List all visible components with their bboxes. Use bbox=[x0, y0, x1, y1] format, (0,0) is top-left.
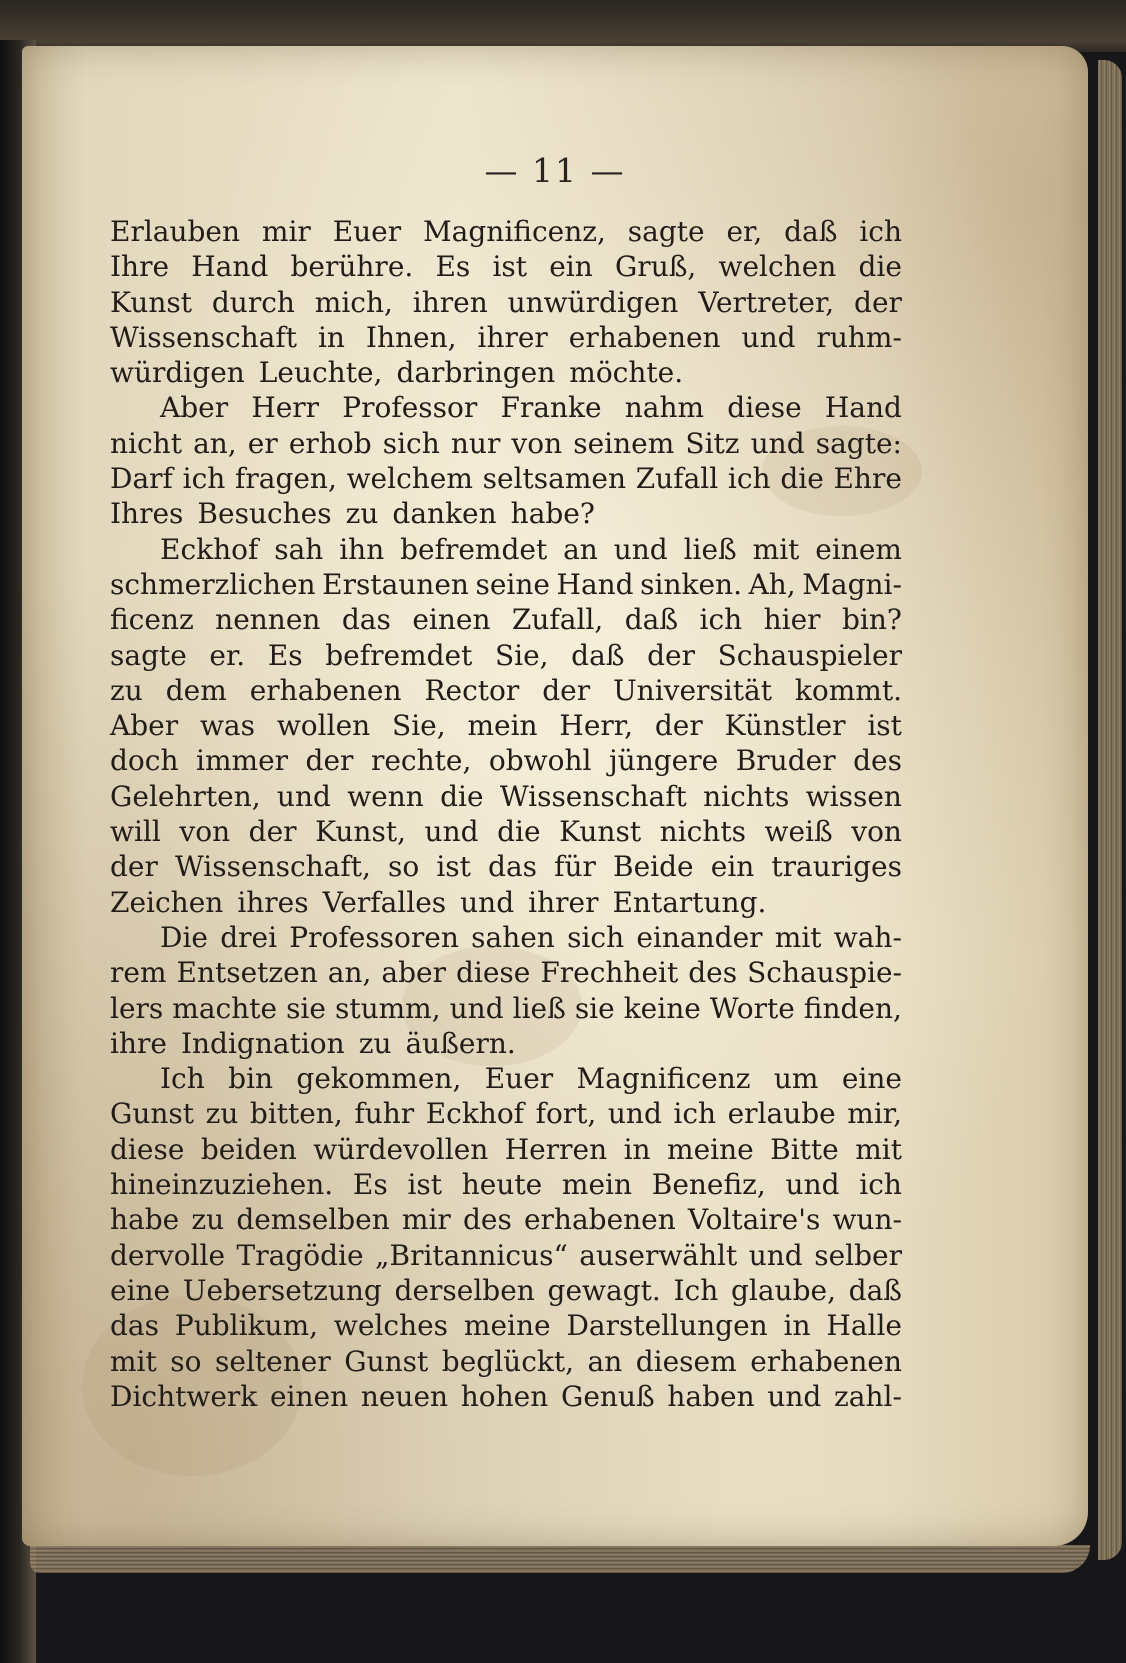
text-line: der Wissenschaft, so ist das für Beide ein trauriges bbox=[110, 850, 902, 884]
text-line: Ich bin gekommen, Euer Magnificenz um eine bbox=[160, 1062, 902, 1096]
text-line: nicht an, er erhob sich nur von seinem Sitz und sagte: bbox=[110, 426, 902, 460]
text-line: mit so seltener Gunst beglückt, an diesem erhabenen bbox=[110, 1344, 902, 1378]
text-line: Erlauben mir Euer Magnificenz, sagte er, daß ich bbox=[110, 215, 902, 248]
book-top-edge bbox=[0, 0, 1126, 52]
text-line: ficenz nennen das einen Zufall, daß ich hier bin? bbox=[110, 603, 902, 637]
text-line: Ihre Hand berühre. Es ist ein Gruß, welchen die bbox=[110, 250, 902, 284]
text-line: Gelehrten, und wenn die Wissenschaft nichts wissen bbox=[110, 779, 902, 813]
text-line: Die drei Professoren sahen sich einander mit wah- bbox=[160, 920, 902, 954]
text-line: diese beiden würdevollen Herren in meine Bitte mit bbox=[110, 1132, 902, 1166]
text-line: Kunst durch mich, ihren unwürdigen Vertreter, der bbox=[110, 285, 902, 319]
body-text bbox=[110, 214, 902, 1414]
text-line: Aber was wollen Sie, mein Herr, der Künstler ist bbox=[110, 709, 902, 743]
text-line: eine Uebersetzung derselben gewagt. Ich glaube, daß bbox=[110, 1273, 902, 1307]
text-line: schmerzlichen Erstaunen seine Hand sinken. Ah, Magni- bbox=[110, 567, 902, 601]
text-line: Ihres Besuches zu danken habe? bbox=[110, 497, 595, 531]
text-line: Aber Herr Professor Franke nahm diese Hand bbox=[160, 391, 902, 425]
text-line: würdigen Leuchte, darbringen möchte. bbox=[110, 356, 684, 390]
text-line: zu dem erhabenen Rector der Universität kommt. bbox=[110, 673, 902, 707]
text-line: ihre Indignation zu äußern. bbox=[110, 1026, 516, 1060]
text-line: dervolle Tragödie „Britannicus“ auserwählt und selber bbox=[110, 1238, 902, 1272]
text-line: hineinzuziehen. Es ist heute mein Benefiz, und ich bbox=[110, 1168, 902, 1202]
page-number-header: — 11 — bbox=[484, 151, 626, 190]
page-bottom-edge bbox=[30, 1545, 1090, 1573]
text-line: Eckhof sah ihn befremdet an und ließ mit einem bbox=[160, 532, 902, 566]
text-line: will von der Kunst, und die Kunst nichts weiß von bbox=[110, 815, 902, 849]
text-line: Gunst zu bitten, fuhr Eckhof fort, und ich erlaube mir, bbox=[110, 1097, 902, 1131]
text-line: Wissenschaft in Ihnen, ihrer erhabenen und ruhm- bbox=[110, 320, 902, 354]
text-line: lers machte sie stumm, und ließ sie keine Worte finden, bbox=[110, 991, 902, 1025]
text-line: habe zu demselben mir des erhabenen Voltaire's wun- bbox=[110, 1203, 902, 1237]
text-line: Zeichen ihres Verfalles und ihrer Entartung. bbox=[110, 885, 767, 919]
text-line: Dichtwerk einen neuen hohen Genuß haben und zahl- bbox=[110, 1379, 902, 1413]
text-line: sagte er. Es befremdet Sie, daß der Schauspieler bbox=[110, 638, 902, 672]
book-page bbox=[22, 46, 1088, 1546]
text-line: rem Entsetzen an, aber diese Frechheit des Schauspie- bbox=[110, 956, 902, 990]
text-line: Darf ich fragen, welchem seltsamen Zufall ich die Ehre bbox=[110, 462, 902, 496]
text-line: das Publikum, welches meine Darstellungen in Halle bbox=[110, 1309, 902, 1343]
page-edge-stack bbox=[1098, 60, 1122, 1560]
text-line: doch immer der rechte, obwohl jüngere Bruder des bbox=[110, 744, 902, 778]
